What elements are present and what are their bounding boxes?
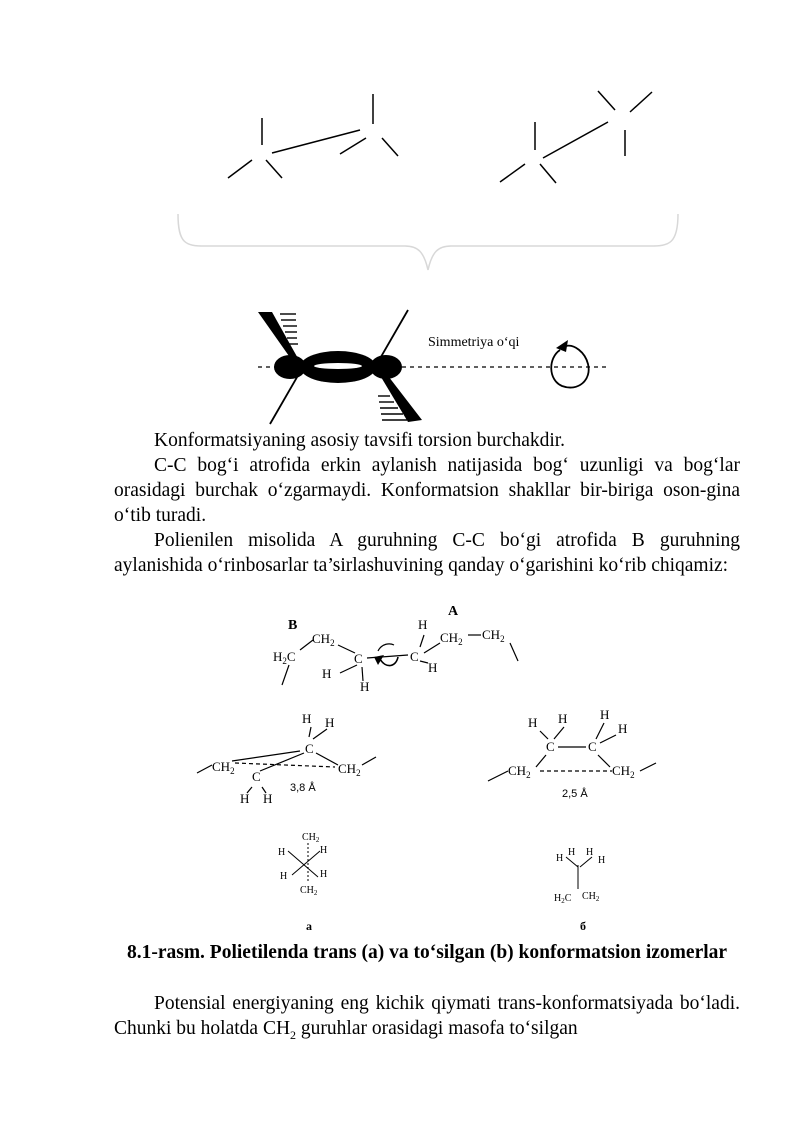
svg-text:H: H	[320, 845, 328, 856]
svg-text:H: H	[302, 711, 312, 726]
svg-text:H: H	[360, 679, 370, 694]
figure-8-1	[0, 595, 800, 940]
svg-text:H: H	[263, 791, 273, 806]
svg-text:CH2: $CH_2$	[212, 759, 235, 776]
svg-text:H2C: $H_2C$	[273, 649, 296, 666]
svg-text:H: H	[600, 707, 610, 722]
symmetry-axis-label: Simmetriya o‘qi	[428, 335, 520, 350]
svg-text:CH2: $CH_2$	[612, 763, 635, 780]
pi-bond-orbital-figure	[0, 300, 800, 425]
svg-text:H: H	[280, 871, 288, 882]
svg-text:H: H	[558, 711, 568, 726]
svg-text:C: C	[305, 741, 314, 756]
svg-text:H: H	[556, 853, 564, 864]
svg-text:H: H	[568, 847, 576, 858]
svg-text:H: H	[320, 869, 328, 880]
label-A: A	[448, 604, 459, 619]
conformation-sketch-figure	[0, 0, 800, 300]
svg-text:C: C	[354, 651, 363, 666]
paragraph-torsion: Konformatsiyaning asosiy tavsifi torsion burchakdir.	[154, 430, 566, 451]
svg-text:H: H	[278, 847, 286, 858]
svg-text:C: C	[546, 739, 555, 754]
paragraph-potential-energy: Potensial energiyaning eng kichik qiymati trans-konformatsiyada bo‘ladi. Chunki bu holatda $CH_2$ guruhlar orasidagi masofa to‘silgan	[114, 993, 740, 1042]
ch2-label: CH	[312, 631, 331, 646]
svg-text:H: H	[322, 666, 332, 681]
label-B: B	[288, 618, 298, 633]
svg-text:C: C	[410, 649, 419, 664]
svg-text:H: H	[240, 791, 250, 806]
svg-text:CH2: $CH_2$	[582, 891, 600, 903]
svg-text:C: C	[588, 739, 597, 754]
svg-text:H: H	[528, 715, 538, 730]
svg-text:CH2: $CH_2$	[300, 885, 318, 897]
svg-text:CH2: $CH_2$	[482, 627, 505, 644]
paragraph-free-rotation: C-C bog‘i atrofida erkin aylanish natijasida bog‘ uzunligi va bog‘lar orasidagi burchak o‘zgarmaydi. Konformatsion shakllar bir-biriga oson-gina o‘tib turadi.	[114, 455, 740, 526]
svg-text:H: H	[428, 660, 438, 675]
panel-a-label: а	[306, 919, 312, 933]
svg-text:H: H	[325, 715, 335, 730]
distance-trans: 3,8 Å	[290, 782, 316, 794]
paragraph-polyethylene: Polienilen misolida A guruhning C-C bo‘gi atrofida B guruhning aylanishida o‘rinbosarlar ta’sirlashuvining qanday o‘garishini ko‘rib chiqamiz:	[114, 530, 740, 576]
svg-text:H: H	[598, 855, 606, 866]
svg-text:CH2: $CH_2$	[302, 832, 320, 844]
svg-text:CH2: $CH_2$	[338, 761, 361, 778]
h2c-label: H	[273, 649, 283, 664]
panel-b-label: б	[580, 919, 586, 933]
svg-text:H: H	[418, 617, 428, 632]
svg-text:H2C: $H_2C$	[554, 893, 572, 905]
svg-text:CH2: $CH_2$	[440, 630, 463, 647]
svg-text:H: H	[586, 847, 594, 858]
distance-cis: 2,5 Å	[562, 788, 588, 800]
svg-text:CH2: $CH_2$	[508, 763, 531, 780]
svg-text:C: C	[252, 769, 261, 784]
svg-text:H: H	[618, 721, 628, 736]
figure-caption: 8.1-rasm. Polietilenda trans (a) va to‘silgan (b) konformatsion izomerlar	[126, 942, 728, 963]
svg-text:CH2: $CH_2$	[312, 631, 335, 648]
